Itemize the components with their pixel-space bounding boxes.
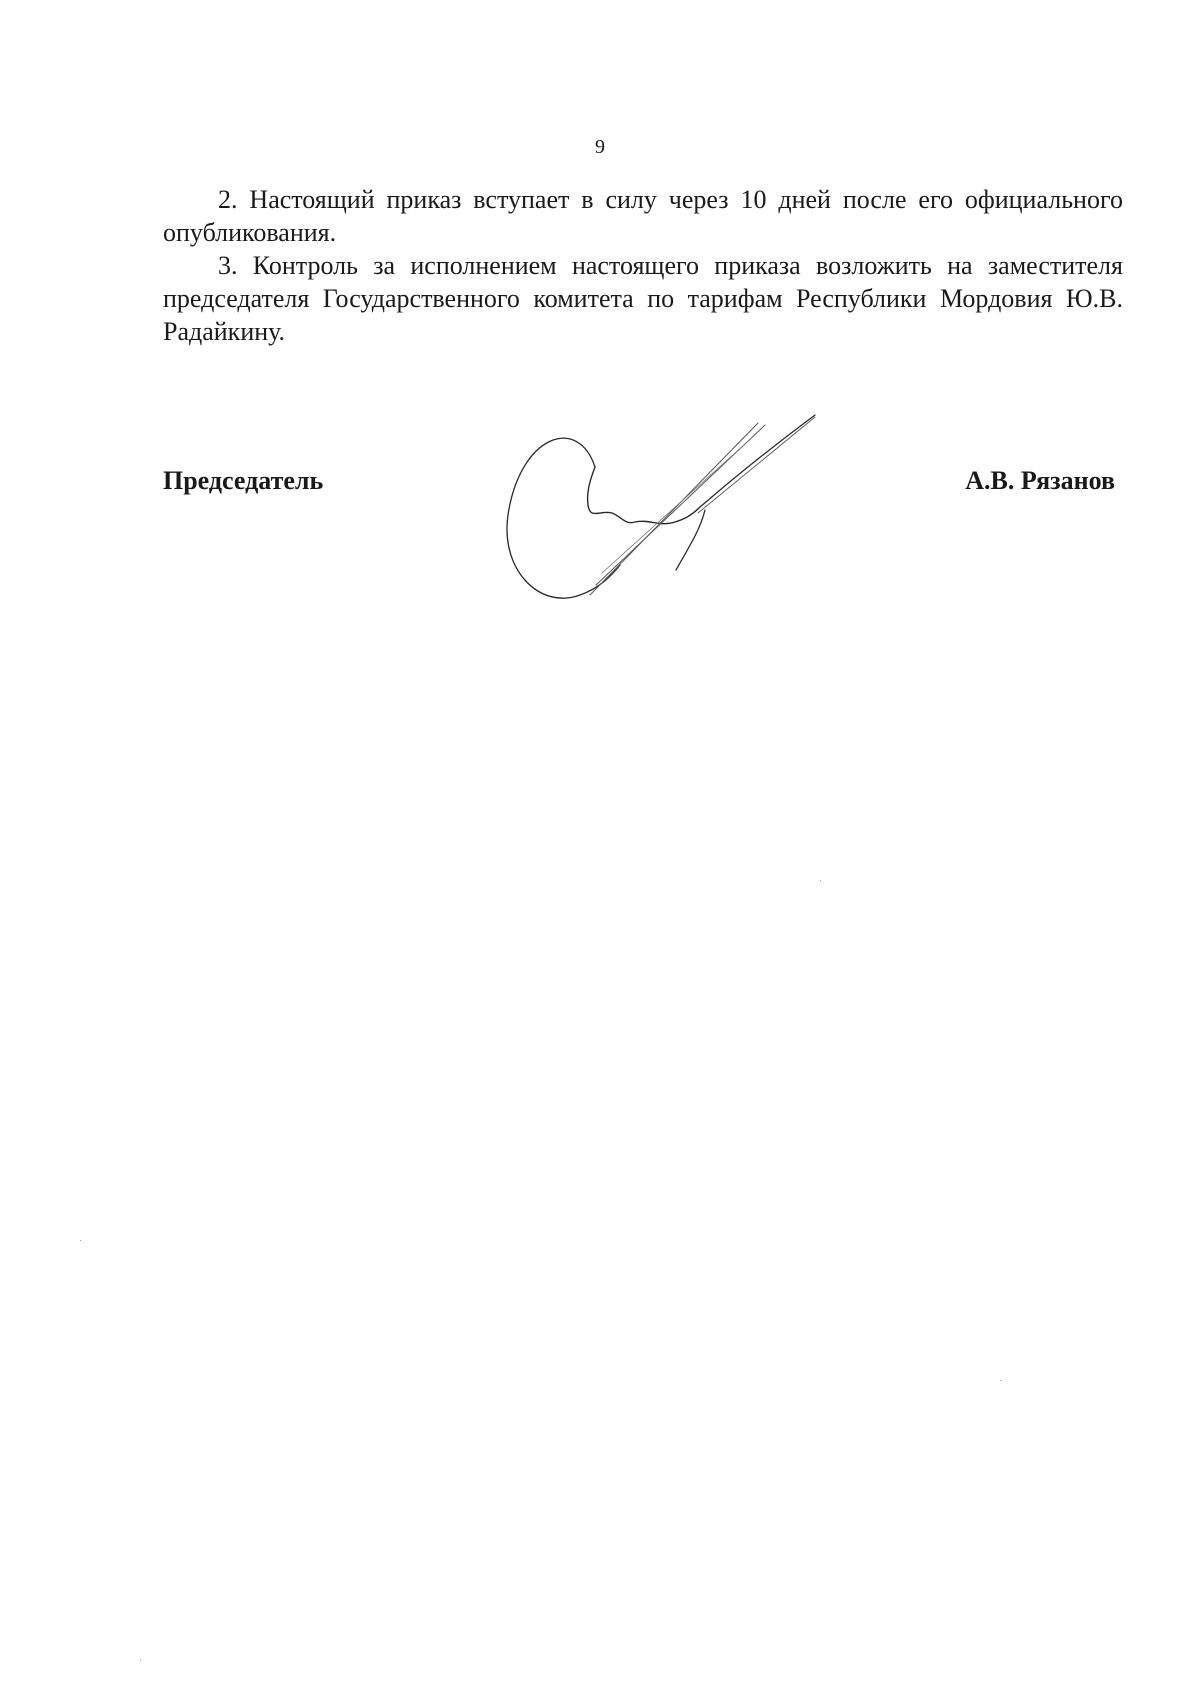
signature-block	[163, 466, 1123, 506]
paragraph-2: 2. Настоящий приказ вступает в силу через 10 дней после его официального опубликования.	[163, 185, 1123, 247]
paragraph-3: 3. Контроль за исполнением настоящего приказа возложить на заместителя председателя Государственного комитета по тарифам Республики Мордовия Ю.В. Радайкину.	[163, 251, 1123, 346]
document-body	[163, 183, 1123, 348]
scan-speck	[80, 1240, 81, 1241]
scan-speck	[1000, 1380, 1001, 1381]
scan-speck	[820, 880, 821, 881]
signatory-title: Председатель	[163, 466, 324, 495]
page-number: 9	[595, 136, 605, 158]
signatory-name: А.В. Рязанов	[965, 466, 1115, 495]
scan-speck	[140, 1660, 141, 1661]
